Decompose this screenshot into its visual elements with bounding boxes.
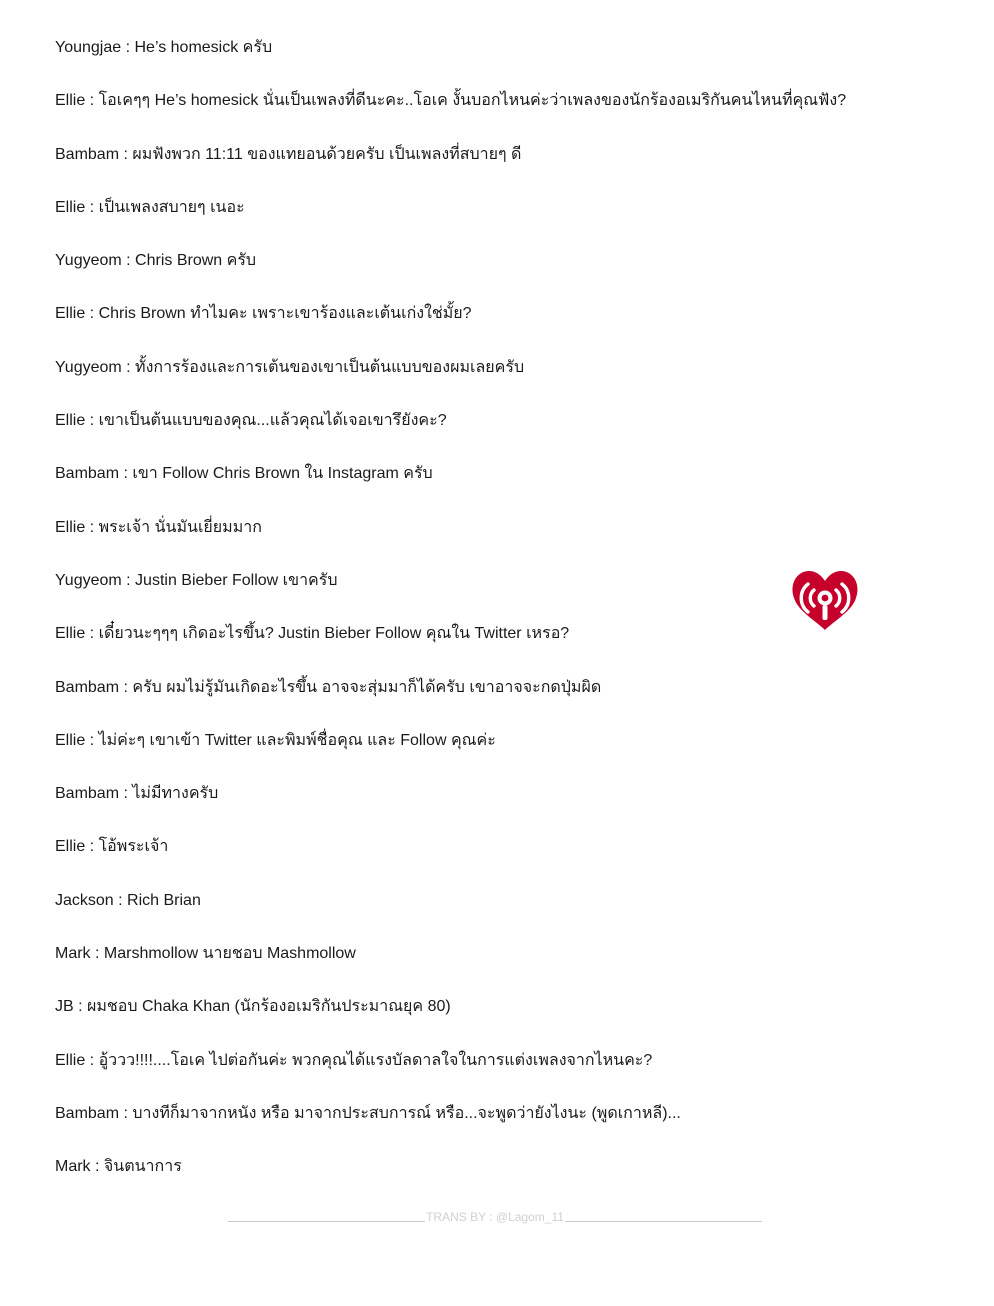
translator-credit: TRANS BY : @Lagom_11 — [426, 1210, 564, 1224]
dialogue-line: Bambam : ผมฟังพวก 11:11 ของแทยอนด้วยครับ เป็นเพลงที่สบายๆ ดี — [55, 145, 522, 163]
dialogue-line: Ellie : เขาเป็นต้นแบบของคุณ...แล้วคุณได้เจอเขารึยังคะ? — [55, 412, 447, 430]
translator-credit-footer — [228, 1204, 762, 1224]
dialogue-line: Bambam : เขา Follow Chris Brown ใน Instagram ครับ — [55, 465, 433, 483]
dialogue-line: Bambam : ครับ ผมไม่รู้มันเกิดอะไรขึ้น อาจจะสุ่มมาก็ได้ครับ เขาอาจจะกดปุ่มผิด — [55, 678, 602, 696]
footer-rule-right — [565, 1221, 762, 1222]
dialogue-line: Ellie : โอเคๆๆ He’s homesick นั่นเป็นเพลงที่ดีนะคะ..โอเค งั้นบอกไหนค่ะว่าเพลงของนักร้องอเมริกันคนไหนที่คุณฟัง? — [55, 92, 847, 110]
dialogue-line: Mark : จินตนาการ — [55, 1158, 182, 1176]
dialogue-line: Yugyeom : ทั้งการร้องและการเต้นของเขาเป็นต้นแบบของผมเลยครับ — [55, 358, 525, 376]
dialogue-line: Bambam : บางทีก็มาจากหนัง หรือ มาจากประสบการณ์ หรือ...จะพูดว่ายังไงนะ (พูดเกาหลี)... — [55, 1104, 681, 1122]
dialogue-line: Bambam : ไม่มีทางครับ — [55, 785, 219, 803]
footer-rule-left — [228, 1221, 425, 1222]
iheartradio-logo-icon — [786, 566, 864, 632]
dialogue-line: Ellie : พระเจ้า นั่นมันเยี่ยมมาก — [55, 518, 262, 536]
dialogue-line: Ellie : ไม่ค่ะๆ เขาเข้า Twitter และพิมพ์ชื่อคุณ และ Follow คุณค่ะ — [55, 731, 496, 749]
dialogue-line: Ellie : เป็นเพลงสบายๆ เนอะ — [55, 198, 245, 216]
dialogue-line: Ellie : โอ้พระเจ้า — [55, 838, 169, 856]
dialogue-line: Youngjae : He’s homesick ครับ — [55, 39, 273, 56]
dialogue-line: Jackson : Rich Brian — [55, 891, 201, 909]
dialogue-line: Ellie : Chris Brown ทำไมคะ เพราะเขาร้องและเต้นเก่งใช่มั้ย? — [55, 305, 472, 323]
dialogue-line: JB : ผมชอบ Chaka Khan (นักร้องอเมริกันประมาณยุค 80) — [55, 998, 451, 1016]
dialogue-line: Mark : Marshmollow นายชอบ Mashmollow — [55, 945, 356, 963]
dialogue-line: Ellie : เดี๋ยวนะๆๆๆ เกิดอะไรขึ้น? Justin Bieber Follow คุณใน Twitter เหรอ? — [55, 625, 570, 643]
dialogue-line: Yugyeom : Chris Brown ครับ — [55, 252, 257, 270]
dialogue-line: Ellie : อู้ววว!!!!....โอเค ไปต่อกันค่ะ พวกคุณได้แรงบัลดาลใจในการแต่งเพลงจากไหนคะ? — [55, 1051, 653, 1069]
dialogue-line: Yugyeom : Justin Bieber Follow เขาครับ — [55, 571, 338, 589]
